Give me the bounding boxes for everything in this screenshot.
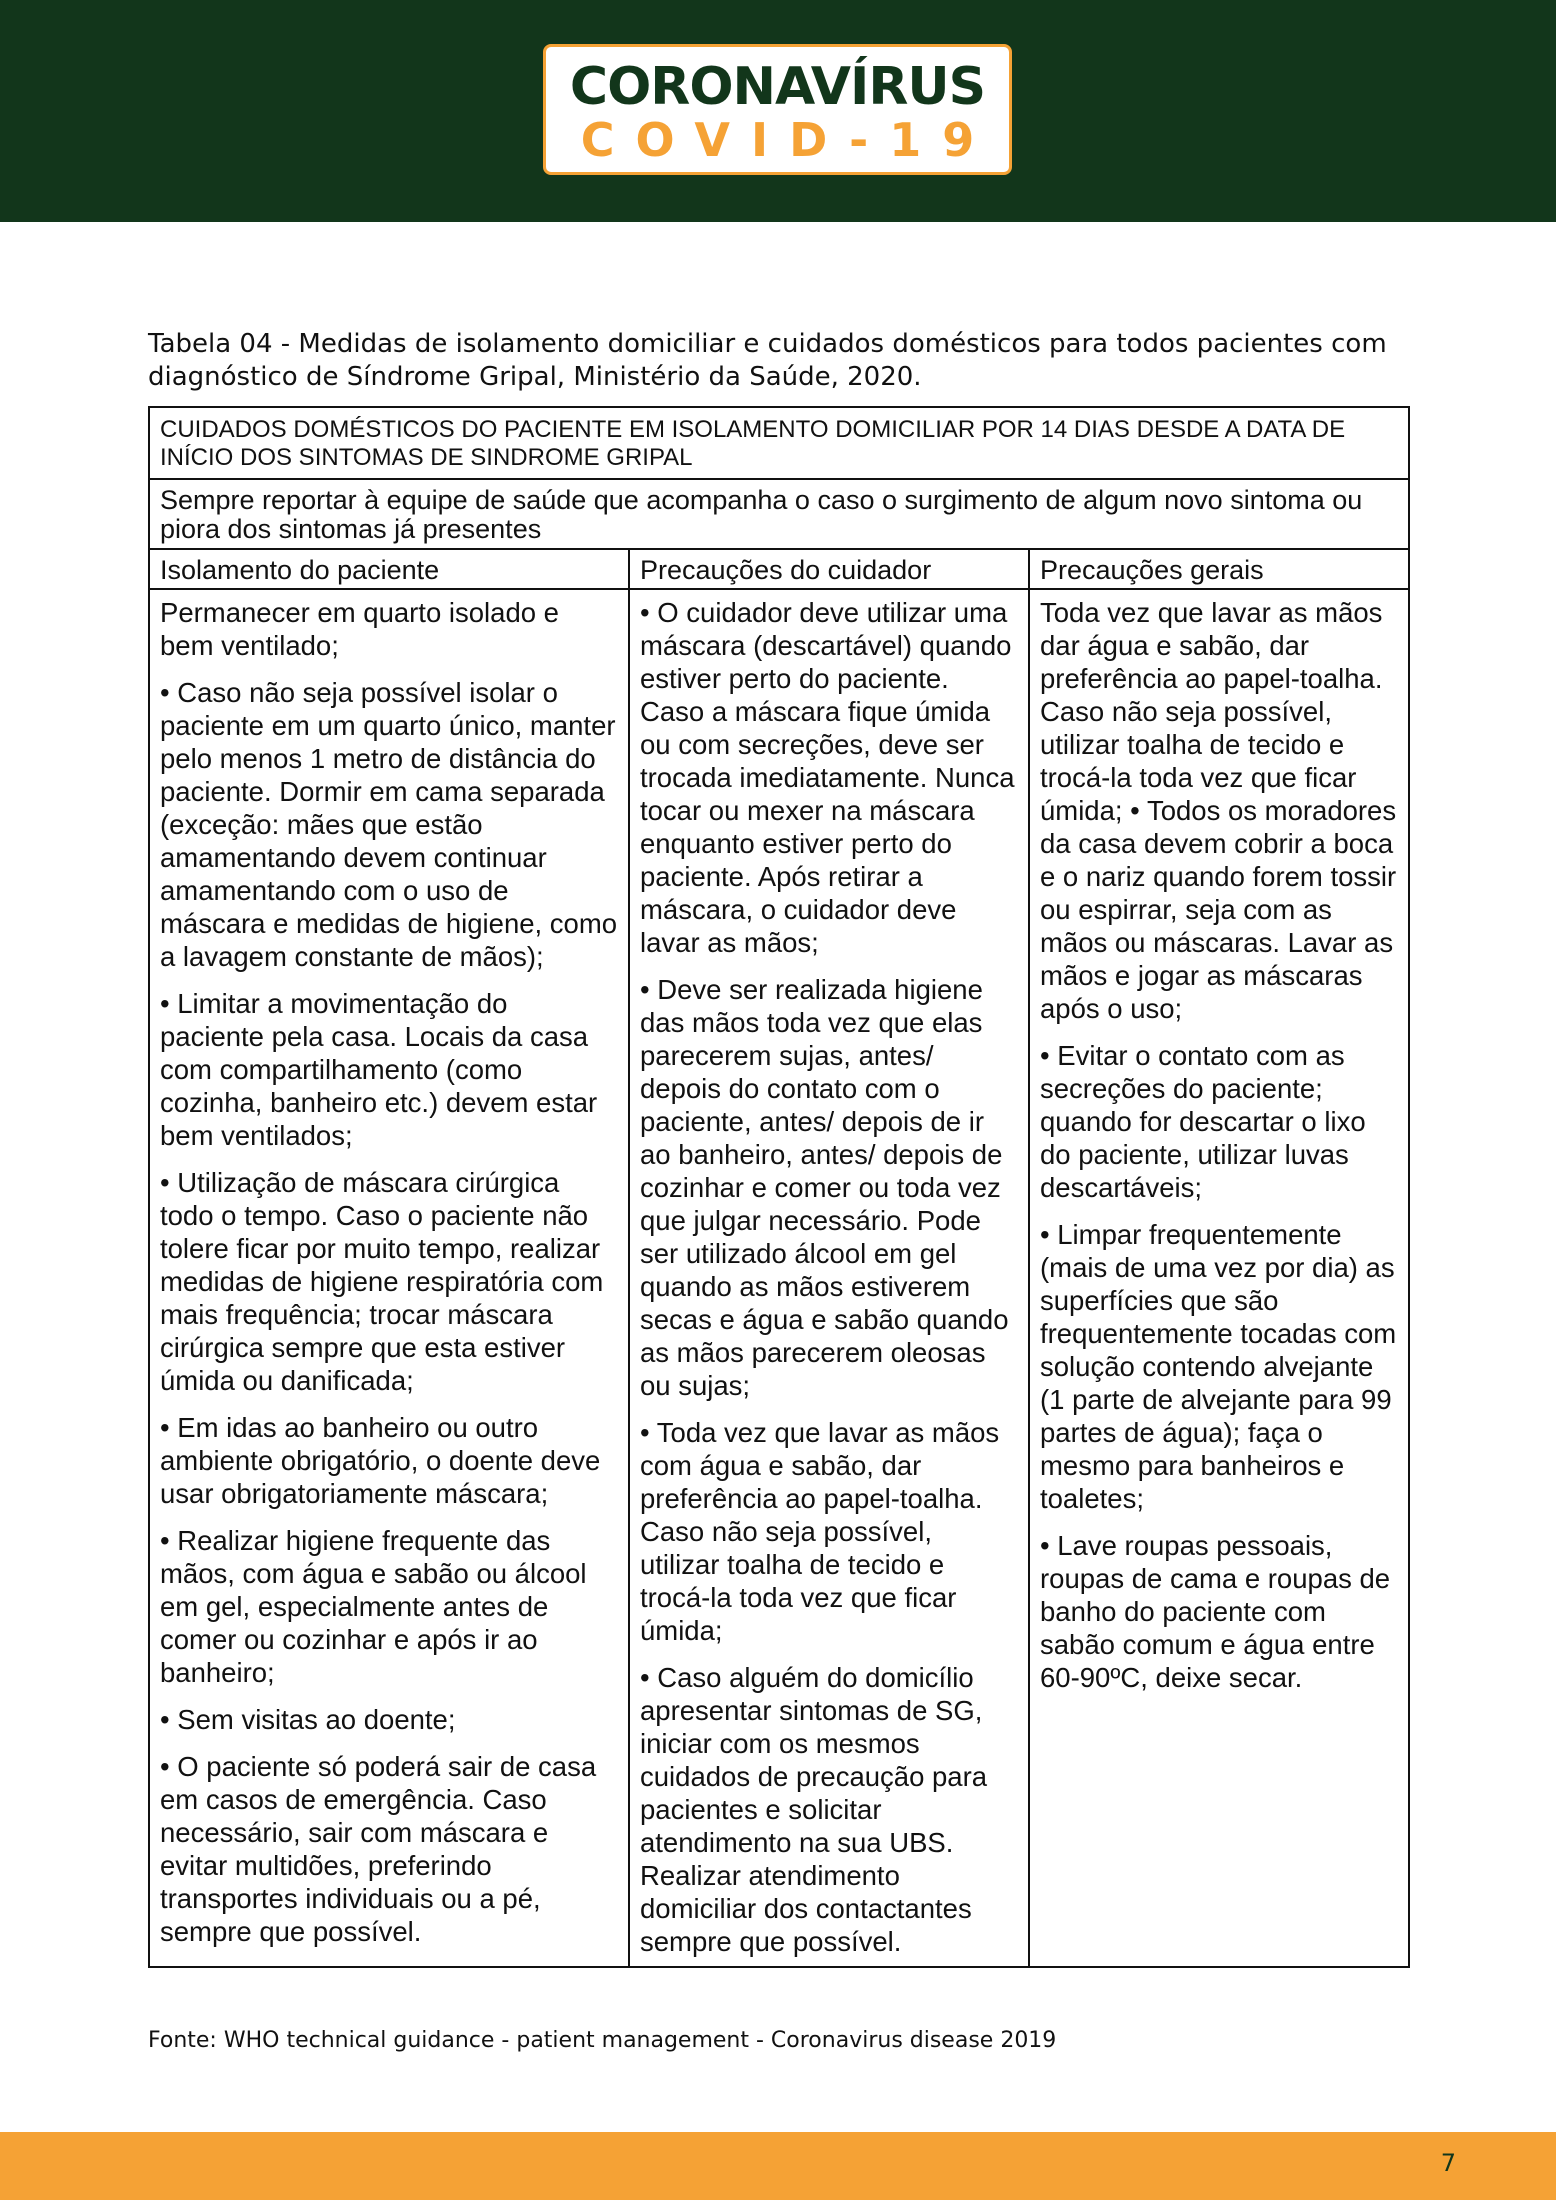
list-item: Permanecer em quarto isolado e bem ventilado; (160, 597, 559, 661)
list-item: • Deve ser realizada higiene das mãos toda vez que elas parecerem sujas, antes/ depois do contato com o paciente, antes/ depois de ir ao banheiro, antes/ depois de cozinhar e comer ou toda vez que julgar necessário. Pode ser utilizado álcool em gel quando as mãos estiverem secas e água e sabão quando as mãos parecerem oleosas ou sujas; (640, 974, 1009, 1401)
table-body-row (149, 589, 1409, 1967)
list-item: • O paciente só poderá sair de casa em casos de emergência. Caso necessário, sair com máscara e evitar multidões, preferindo transportes individuais ou a pé, sempre que possível. (160, 1751, 597, 1947)
list-item: • Limpar frequentemente (mais de uma vez por dia) as superfícies que são frequentemente tocadas com solução contendo alvejante (1 parte de alvejante para 99 partes de água); faça o mesmo para banheiros e toaletes; (1040, 1219, 1397, 1514)
table-caption: Tabela 04 - Medidas de isolamento domiciliar e cuidados domésticos para todos pacientes com diagnóstico de Síndrome Gripal, Ministério da Saúde, 2020. (148, 329, 1387, 392)
logo-line-1: CORONAVÍRUS (569, 57, 986, 117)
list-item: • Caso alguém do domicílio apresentar sintomas de SG, iniciar com os mesmos cuidados de precaução para pacientes e solicitar atendimento na sua UBS. Realizar atendimento domiciliar dos contactantes sempre que possível. (640, 1662, 988, 1957)
footer-band (0, 2132, 1556, 2200)
column-header-general: Precauções gerais (1029, 549, 1409, 589)
home-isolation-table (148, 406, 1410, 1968)
list-item: • Evitar o contato com as secreções do paciente; quando for descartar o lixo do paciente, utilizar luvas descartáveis; (1040, 1040, 1366, 1203)
table-title-row (149, 407, 1409, 479)
list-item: • O cuidador deve utilizar uma máscara (descartável) quando estiver perto do paciente. Caso a máscara fique úmida ou com secreções, deve ser trocada imediatamente. Nunca tocar ou mexer na máscara enquanto estiver perto do paciente. Após retirar a máscara, o cuidador deve lavar as mãos; (640, 597, 1015, 958)
list-item: • Caso não seja possível isolar o paciente em um quarto único, manter pelo menos 1 metro de distância do paciente. Dormir em cama separada (exceção: mães que estão amamentando devem continuar amamentando com o uso de máscara e medidas de higiene, como a lavagem constante de mãos); (160, 677, 618, 972)
list-item: • Utilização de máscara cirúrgica todo o tempo. Caso o paciente não tolere ficar por muito tempo, realizar medidas de higiene respiratória com mais frequência; trocar máscara cirúrgica sempre que esta estiver úmida ou danificada; (160, 1167, 604, 1396)
column-header-patient: Isolamento do paciente (149, 549, 629, 589)
list-item: • Toda vez que lavar as mãos com água e sabão, dar preferência ao papel-toalha. Caso não seja possível, utilizar toalha de tecido e trocá-la toda vez que ficar úmida; (640, 1417, 1000, 1646)
general-precautions-cell (1029, 589, 1409, 1967)
patient-isolation-cell (149, 589, 629, 1967)
source-note: Fonte: WHO technical guidance - patient management - Coronavirus disease 2019 (148, 2028, 1057, 2053)
caregiver-precautions-cell (629, 589, 1029, 1967)
logo-line-2: COVID-19 (580, 113, 996, 167)
column-header-caregiver: Precauções do cuidador (629, 549, 1029, 589)
list-item: • Sem visitas ao doente; (160, 1704, 456, 1735)
column-header-row (149, 549, 1409, 589)
list-item: • Em idas ao banheiro ou outro ambiente obrigatório, o doente deve usar obrigatoriamente máscara; (160, 1412, 601, 1509)
list-item: • Realizar higiene frequente das mãos, com água e sabão ou álcool em gel, especialmente antes de comer ou cozinhar e após ir ao banheiro; (160, 1525, 587, 1688)
table-note: Sempre reportar à equipe de saúde que acompanha o caso o surgimento de algum novo sintoma ou piora dos sintomas já presentes (149, 479, 1409, 549)
page-number: 7 (1440, 2149, 1456, 2177)
header-band (0, 0, 1556, 222)
coronavirus-logo (543, 44, 1012, 175)
list-item: • Limitar a movimentação do paciente pela casa. Locais da casa com compartilhamento (como cozinha, banheiro etc.) devem estar bem ventilados; (160, 988, 598, 1151)
table-note-row (149, 479, 1409, 549)
list-item: • Lave roupas pessoais, roupas de cama e roupas de banho do paciente com sabão comum e água entre 60-90ºC, deixe secar. (1040, 1530, 1391, 1693)
list-item: Toda vez que lavar as mãos dar água e sabão, dar preferência ao papel-toalha. Caso não seja possível, utilizar toalha de tecido e trocá-la toda vez que ficar úmida; • Todos os moradores da casa devem cobrir a boca e o nariz quando forem tossir ou espirrar, seja com as mãos ou máscaras. Lavar as mãos e jogar as máscaras após o uso; (1040, 597, 1397, 1024)
table-title: CUIDADOS DOMÉSTICOS DO PACIENTE EM ISOLAMENTO DOMICILIAR POR 14 DIAS DESDE A DATA DE INÍCIO DOS SINTOMAS DE SINDROME GRIPAL (149, 407, 1409, 479)
